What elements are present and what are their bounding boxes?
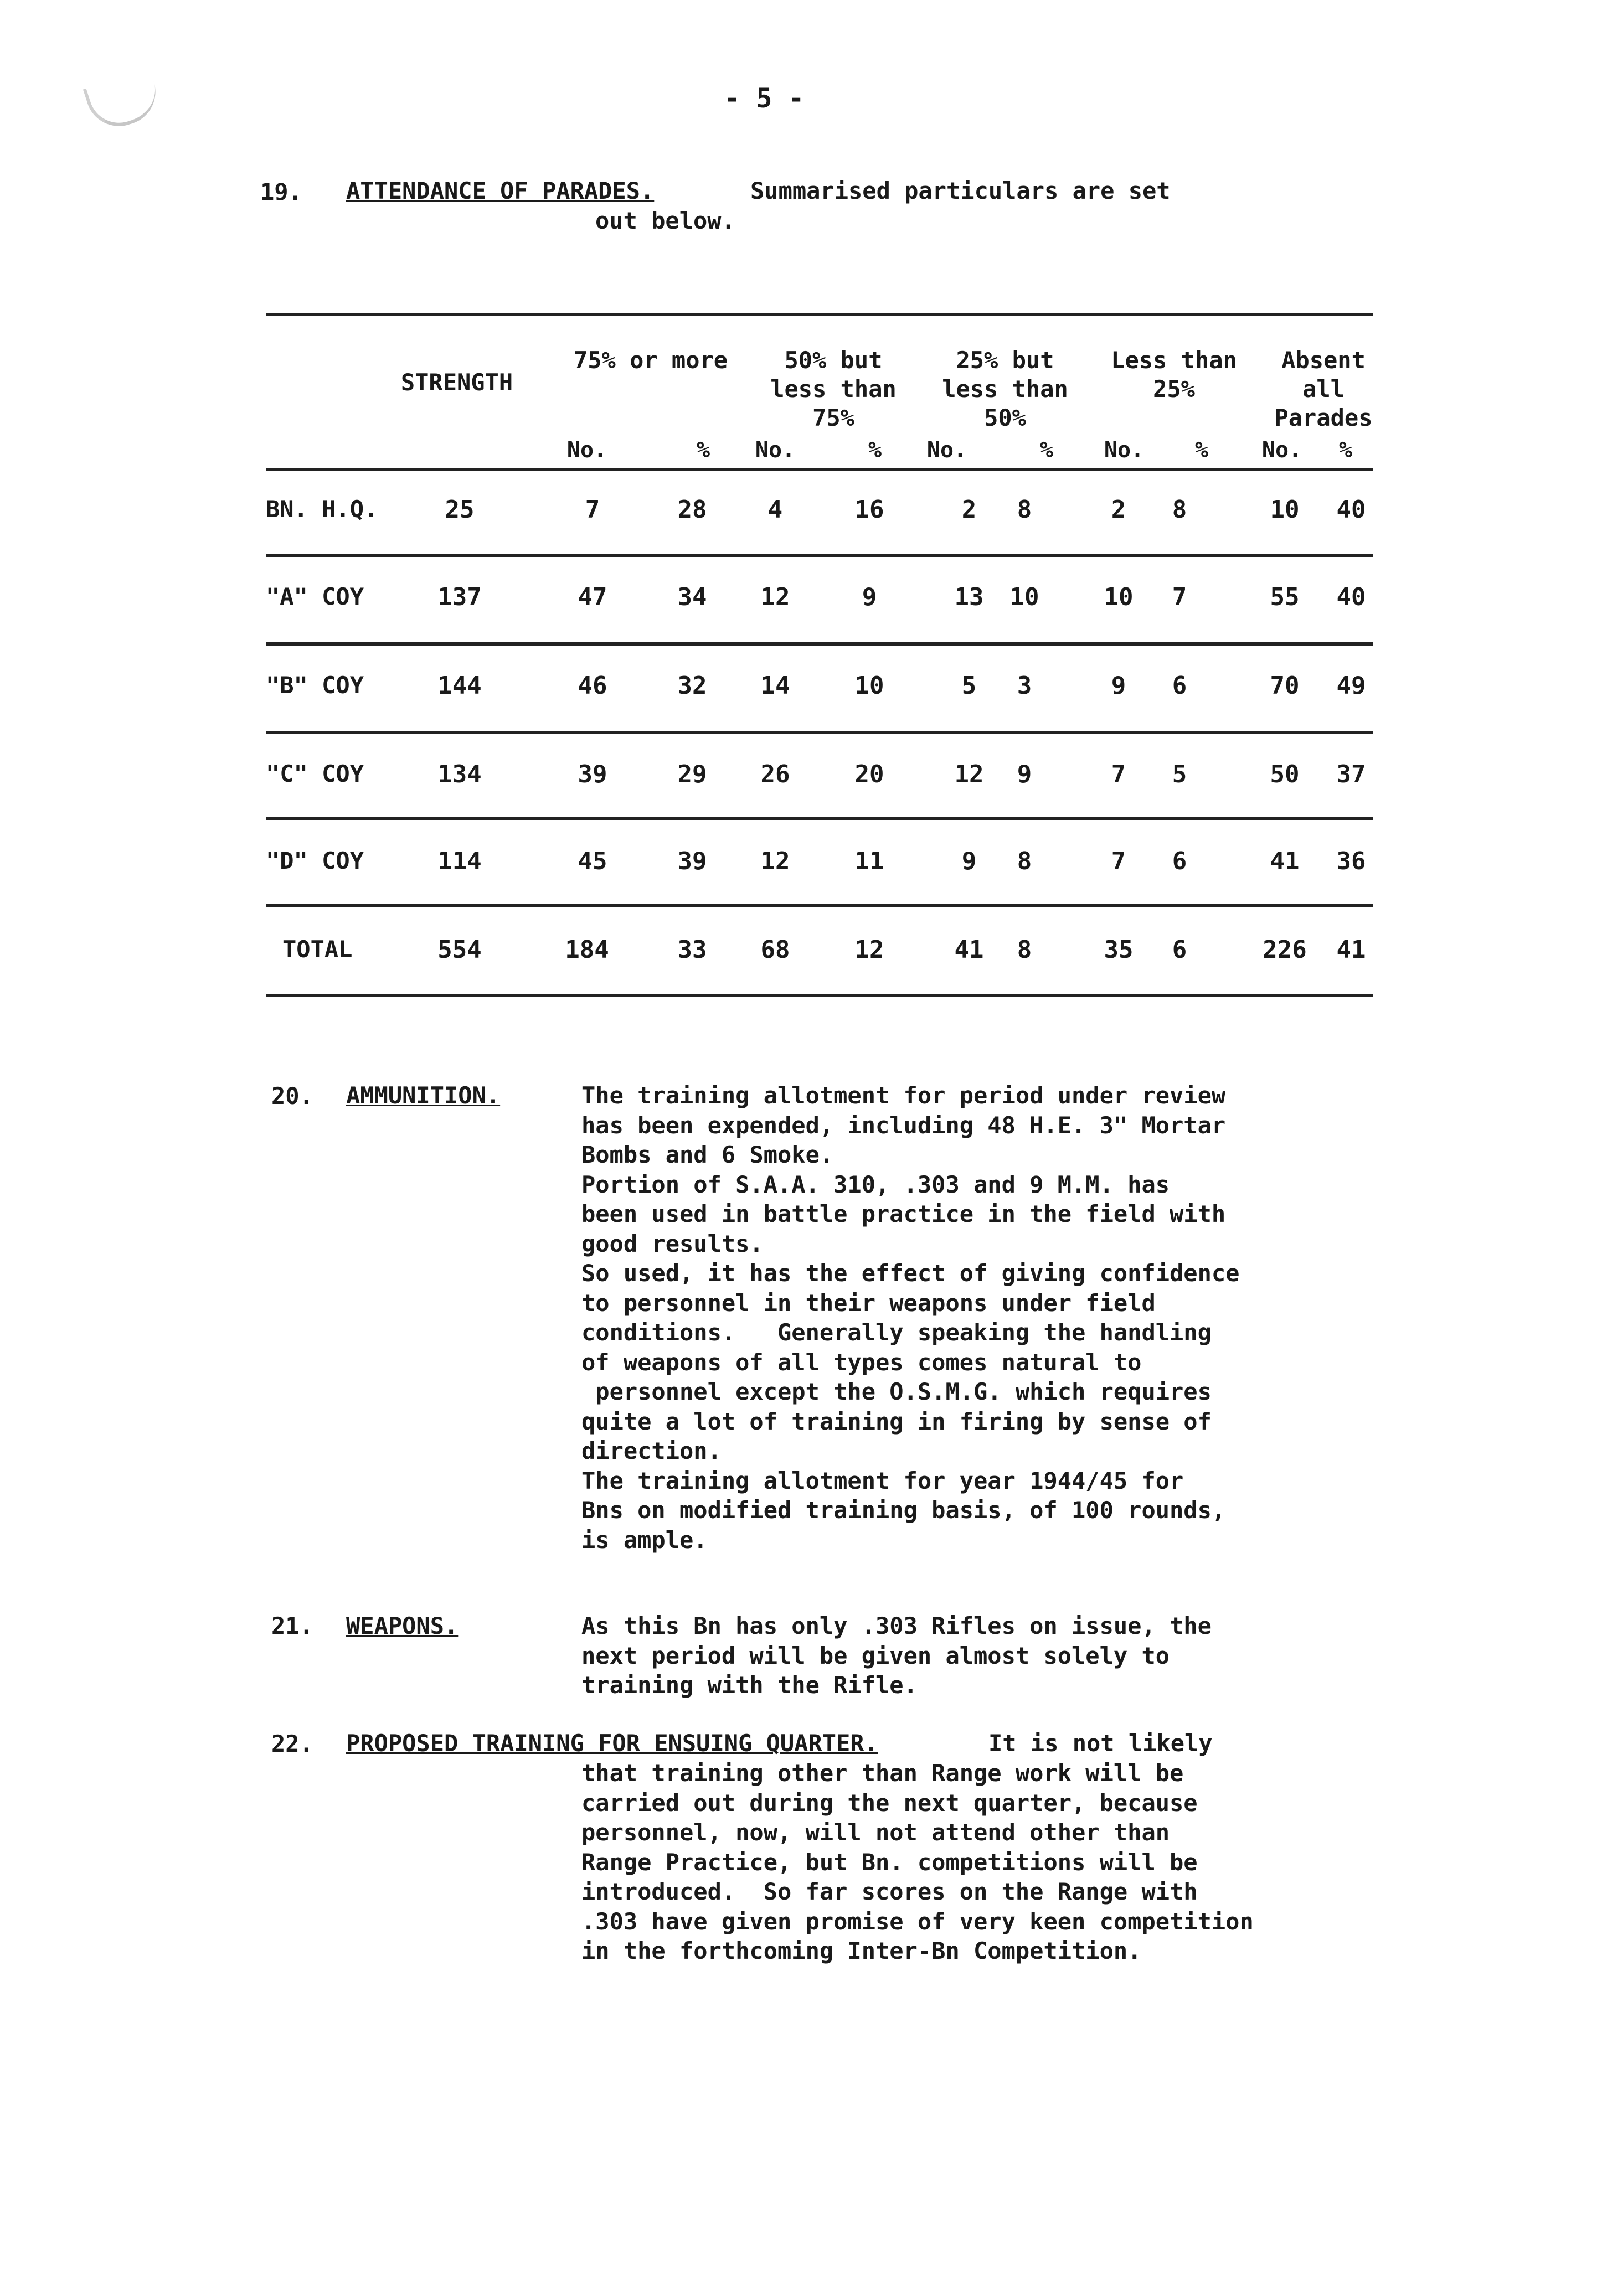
cell: 49 (1336, 672, 1366, 700)
subheader-pct: % (1194, 437, 1209, 463)
section-21-body (581, 1611, 1212, 1700)
row-rule (266, 817, 1373, 820)
section-19-heading: ATTENDANCE OF PARADES. (346, 177, 655, 204)
row-label: "D" COY (266, 847, 364, 874)
cell: 10 (1270, 496, 1300, 524)
cell: 184 (565, 936, 609, 964)
row-rule (266, 731, 1373, 734)
cell: 9 (961, 847, 977, 875)
text-line: .303 have given promise of very keen competition (581, 1907, 1254, 1935)
cell: 26 (760, 760, 790, 788)
cell: 41 (1270, 847, 1300, 875)
text-line: personnel except the O.S.M.G. which requires (581, 1378, 1212, 1405)
cell: 2 (961, 496, 977, 524)
cell: 7 (1172, 583, 1187, 611)
cell: 11 (854, 847, 884, 875)
subheader-pct: % (1338, 437, 1353, 463)
page-number: - 5 - (724, 83, 805, 114)
section-21-number: 21. (271, 1612, 313, 1639)
text-line: Range Practice, but Bn. competitions will be (581, 1848, 1198, 1876)
text-line: The training allotment for period under review (581, 1082, 1226, 1109)
cell: 7 (585, 496, 600, 524)
header-strength: STRENGTH (400, 369, 513, 396)
section-20-number: 20. (271, 1082, 313, 1110)
text-line: has been expended, including 48 H.E. 3" Mortar (581, 1111, 1226, 1139)
subheader-no: No. (755, 437, 796, 463)
subheader-no: No. (1261, 437, 1302, 463)
punch-hole-mark (83, 68, 164, 135)
subheader-no: No. (1104, 437, 1145, 463)
row-rule (266, 642, 1373, 646)
cell: 8 (1172, 496, 1187, 524)
cell: 37 (1336, 760, 1366, 788)
cell: 3 (1017, 672, 1032, 700)
row-label: "A" COY (266, 583, 364, 610)
cell: 20 (854, 760, 884, 788)
cell-strength: 25 (445, 496, 475, 524)
cell: 10 (1104, 583, 1134, 611)
cell: 2 (1111, 496, 1126, 524)
text-line: in the forthcoming Inter-Bn Competition. (581, 1937, 1142, 1964)
cell: 40 (1336, 496, 1366, 524)
row-label: BN. H.Q. (266, 496, 378, 523)
cell: 28 (677, 496, 707, 524)
subheader-pct: % (1039, 437, 1054, 463)
cell-strength: 137 (437, 583, 482, 611)
text-line: that training other than Range work will be (581, 1760, 1184, 1787)
row-label: "C" COY (266, 760, 364, 787)
cell: 12 (854, 936, 884, 964)
cell: 6 (1172, 847, 1187, 875)
section-19-text-line2: out below. (595, 207, 735, 234)
cell: 55 (1270, 583, 1300, 611)
section-22-text-line1: It is not likely (988, 1730, 1213, 1757)
subheader-no: No. (566, 437, 607, 463)
cell: 29 (677, 760, 707, 788)
cell: 41 (954, 936, 984, 964)
cell: 50 (1270, 760, 1300, 788)
cell: 12 (954, 760, 984, 788)
cell-strength: 554 (437, 936, 482, 964)
cell: 16 (854, 496, 884, 524)
text-line: carried out during the next quarter, because (581, 1789, 1198, 1817)
header-50-to-75: 50% but less than 75% (770, 347, 897, 431)
text-line: So used, it has the effect of giving confidence (581, 1260, 1240, 1287)
cell-strength: 114 (437, 847, 482, 875)
cell-strength: 144 (437, 672, 482, 700)
row-rule (266, 554, 1373, 557)
cell: 5 (961, 672, 977, 700)
cell: 13 (954, 583, 984, 611)
cell: 8 (1017, 847, 1032, 875)
section-22-number: 22. (271, 1730, 313, 1757)
section-22-body (581, 1758, 1254, 1966)
text-line: direction. (581, 1437, 722, 1464)
header-25-to-50: 25% but less than 50% (942, 347, 1068, 431)
text-line: Bombs and 6 Smoke. (581, 1141, 834, 1168)
row-label-total: TOTAL (282, 936, 353, 963)
subheader-pct: % (696, 437, 710, 463)
row-label: "B" COY (266, 672, 364, 699)
table-top-rule (266, 313, 1373, 316)
text-line: As this Bn has only .303 Rifles on issue, the (581, 1612, 1212, 1639)
text-line: is ample. (581, 1526, 708, 1554)
header-absent-all-parades: Absent all Parades (1274, 347, 1373, 431)
text-line: introduced. So far scores on the Range with (581, 1878, 1198, 1905)
cell: 33 (677, 936, 707, 964)
section-22-heading: PROPOSED TRAINING FOR ENSUING QUARTER. (346, 1730, 878, 1757)
cell: 40 (1336, 583, 1366, 611)
cell: 8 (1017, 936, 1032, 964)
table-bottom-rule (266, 994, 1373, 997)
cell: 7 (1111, 847, 1126, 875)
text-line: personnel, now, will not attend other than (581, 1819, 1170, 1846)
cell: 6 (1172, 672, 1187, 700)
header-less-than-25: Less than 25% (1111, 347, 1237, 403)
cell: 9 (1017, 760, 1032, 788)
cell: 70 (1270, 672, 1300, 700)
section-19-text-line1: Summarised particulars are set (750, 177, 1171, 204)
subheader-no: No. (926, 437, 967, 463)
cell: 45 (578, 847, 607, 875)
text-line: The training allotment for year 1944/45 for (581, 1467, 1184, 1494)
cell-strength: 134 (437, 760, 482, 788)
text-line: been used in battle practice in the field with (581, 1200, 1226, 1227)
cell: 12 (760, 847, 790, 875)
text-line: of weapons of all types comes natural to (581, 1348, 1142, 1376)
subheader-pct: % (868, 437, 882, 463)
section-20-body (581, 1081, 1239, 1555)
header-75-or-more: 75% or more (573, 347, 728, 374)
cell: 35 (1104, 936, 1134, 964)
cell: 226 (1263, 936, 1307, 964)
text-line: next period will be given almost solely to (581, 1642, 1170, 1669)
cell: 47 (578, 583, 607, 611)
attendance-table (266, 313, 1373, 1010)
text-line: Bns on modified training basis, of 100 rounds, (581, 1497, 1226, 1524)
cell: 4 (767, 496, 783, 524)
text-line: training with the Rifle. (581, 1671, 918, 1699)
text-line: Portion of S.A.A. 310, .303 and 9 M.M. has (581, 1170, 1170, 1198)
cell: 36 (1336, 847, 1366, 875)
section-21-heading: WEAPONS. (346, 1612, 459, 1639)
cell: 9 (862, 583, 877, 611)
cell: 32 (677, 672, 707, 700)
text-line: to personnel in their weapons under field (581, 1289, 1156, 1317)
cell: 14 (760, 672, 790, 700)
cell: 8 (1017, 496, 1032, 524)
row-rule (266, 904, 1373, 907)
cell: 10 (854, 672, 884, 700)
cell: 41 (1336, 936, 1366, 964)
cell: 34 (677, 583, 707, 611)
section-19-number: 19. (260, 178, 302, 205)
cell: 12 (760, 583, 790, 611)
cell: 6 (1172, 936, 1187, 964)
cell: 68 (760, 936, 790, 964)
cell: 46 (578, 672, 607, 700)
header-rule (266, 468, 1373, 471)
cell: 39 (677, 847, 707, 875)
text-line: good results. (581, 1230, 764, 1257)
text-line: conditions. Generally speaking the handling (581, 1319, 1212, 1346)
cell: 10 (1009, 583, 1039, 611)
cell: 5 (1172, 760, 1187, 788)
text-line: quite a lot of training in firing by sense of (581, 1407, 1212, 1435)
cell: 7 (1111, 760, 1126, 788)
cell: 39 (578, 760, 607, 788)
cell: 9 (1111, 672, 1126, 700)
section-20-heading: AMMUNITION. (346, 1082, 501, 1109)
